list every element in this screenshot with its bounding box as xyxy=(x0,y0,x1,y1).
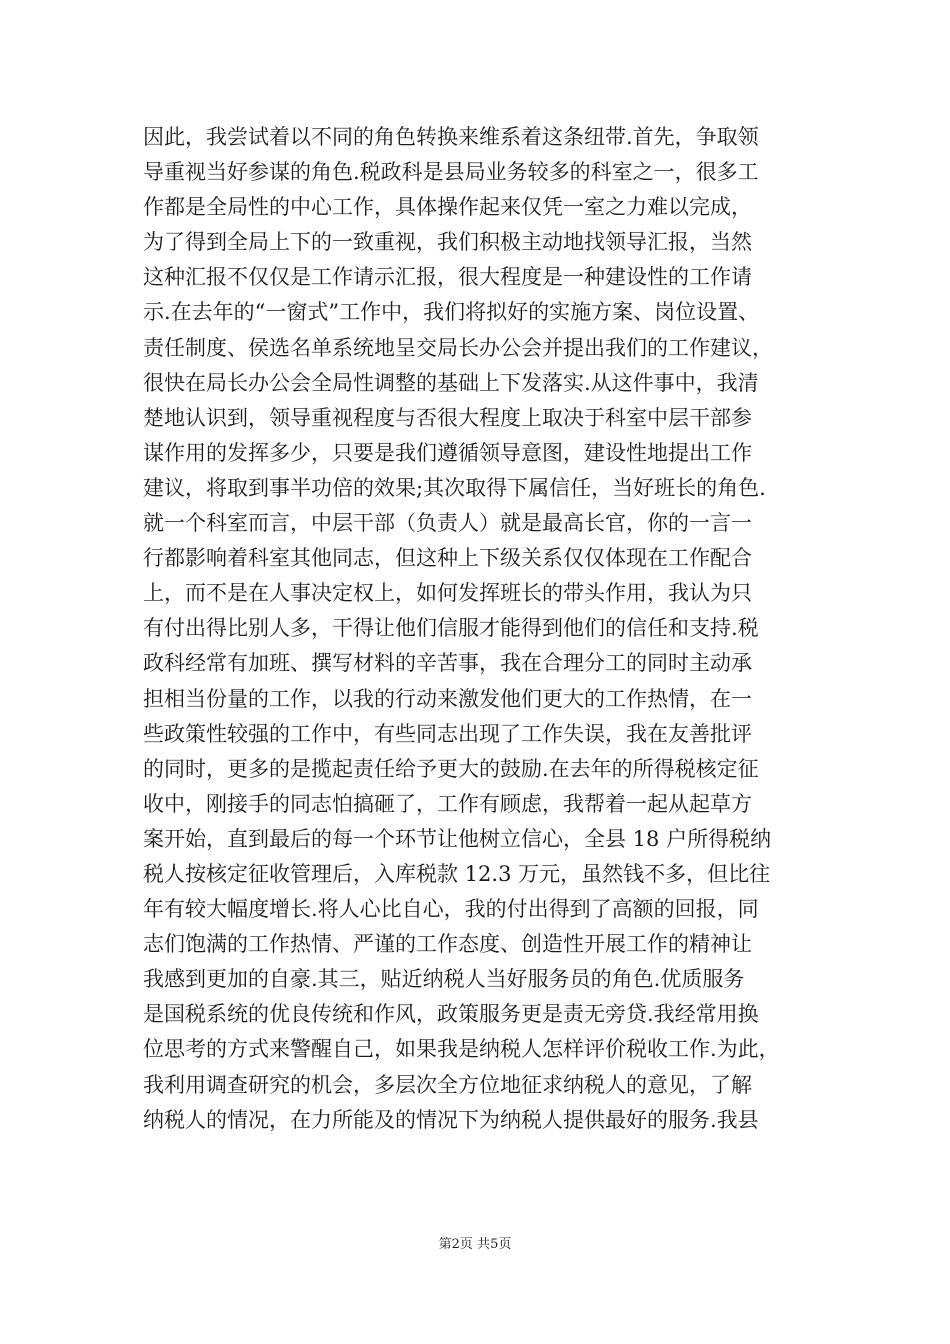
text-line: 楚地认识到，领导重视程度与否很大程度上取决于科室中层干部参 xyxy=(143,405,752,430)
text-line: 纳税人的情况，在力所能及的情况下为纳税人提供最好的服务.我县 xyxy=(143,1107,759,1132)
footer-prefix: 第 xyxy=(438,1237,452,1252)
text-line: 志们饱满的工作热情、严谨的工作态度、创造性开展工作的精神让 xyxy=(143,932,752,957)
text-line: 导重视当好参谋的角色.税政科是县局业务较多的科室之一，很多工 xyxy=(143,160,759,185)
text-line: 作都是全局性的中心工作，具体操作起来仅凭一室之力难以完成， xyxy=(143,195,752,220)
text-line: 税人按核定征收管理后，入库税款 12.3 万元，虽然钱不多，但比往 xyxy=(143,861,771,886)
text-line: 这种汇报不仅仅是工作请示汇报，很大程度是一种建设性的工作请 xyxy=(143,265,752,290)
text-line: 政科经常有加班、撰写材料的辛苦事，我在合理分工的同时主动承 xyxy=(143,651,752,676)
text-line: 行都影响着科室其他同志，但这种上下级关系仅仅体现在工作配合 xyxy=(143,546,752,571)
text-line: 责任制度、侯选名单系统地呈交局长办公会并提出我们的工作建议， xyxy=(143,335,773,360)
text-line: 因此，我尝试着以不同的角色转换来维系着这条纽带.首先，争取领 xyxy=(143,125,759,149)
footer-suffix: 页 xyxy=(498,1237,512,1252)
page-footer xyxy=(0,1233,950,1252)
text-line: 上，而不是在人事决定权上，如何发挥班长的带头作用，我认为只 xyxy=(143,581,752,606)
text-line: 就一个科室而言，中层干部（负责人）就是最高长官，你的一言一 xyxy=(143,511,752,536)
text-line: 建议，将取到事半功倍的效果;其次取得下属信任，当好班长的角色. xyxy=(143,475,766,500)
text-line: 是国税系统的优良传统和作风，政策服务更是责无旁贷.我经常用换 xyxy=(143,1002,759,1027)
text-line: 案开始，直到最后的每一个环节让他树立信心，全县 18 户所得税纳 xyxy=(143,826,772,851)
text-line: 位思考的方式来警醒自己，如果我是纳税人怎样评价税收工作.为此， xyxy=(143,1037,780,1062)
text-line: 我感到更加的自豪.其三，贴近纳税人当好服务员的角色.优质服务 xyxy=(143,967,745,992)
text-line: 的同时，更多的是揽起责任给予更大的鼓励.在去年的所得税核定征 xyxy=(143,756,759,781)
footer-middle: 页 共 xyxy=(459,1237,491,1252)
footer-total-pages: 5 xyxy=(490,1237,499,1252)
text-line: 担相当份量的工作，以我的行动来激发他们更大的工作热情，在一 xyxy=(143,686,752,711)
text-line: 些政策性较强的工作中，有些同志出现了工作失误，我在友善批评 xyxy=(143,721,752,746)
text-line: 我利用调查研究的机会，多层次全方位地征求纳税人的意见，了解 xyxy=(143,1072,752,1097)
body-text xyxy=(143,120,813,1138)
text-line: 示.在去年的“一窗式”工作中，我们将拟好的实施方案、岗位设置、 xyxy=(143,300,760,325)
text-line: 很快在局长办公会全局性调整的基础上下发落实.从这件事中，我清 xyxy=(143,370,759,395)
footer-page-number: 2 xyxy=(451,1237,460,1252)
text-line: 为了得到全局上下的一致重视，我们积极主动地找领导汇报，当然 xyxy=(143,230,752,255)
text-line: 收中，刚接手的同志怕搞砸了，工作有顾虑，我帮着一起从起草方 xyxy=(143,791,752,816)
text-line: 谋作用的发挥多少，只要是我们遵循领导意图，建设性地提出工作 xyxy=(143,440,752,465)
text-line: 年有较大幅度增长.将人心比自心，我的付出得到了高额的回报，同 xyxy=(143,897,759,922)
text-line: 有付出得比别人多，干得让他们信服才能得到他们的信任和支持.税 xyxy=(143,616,759,641)
